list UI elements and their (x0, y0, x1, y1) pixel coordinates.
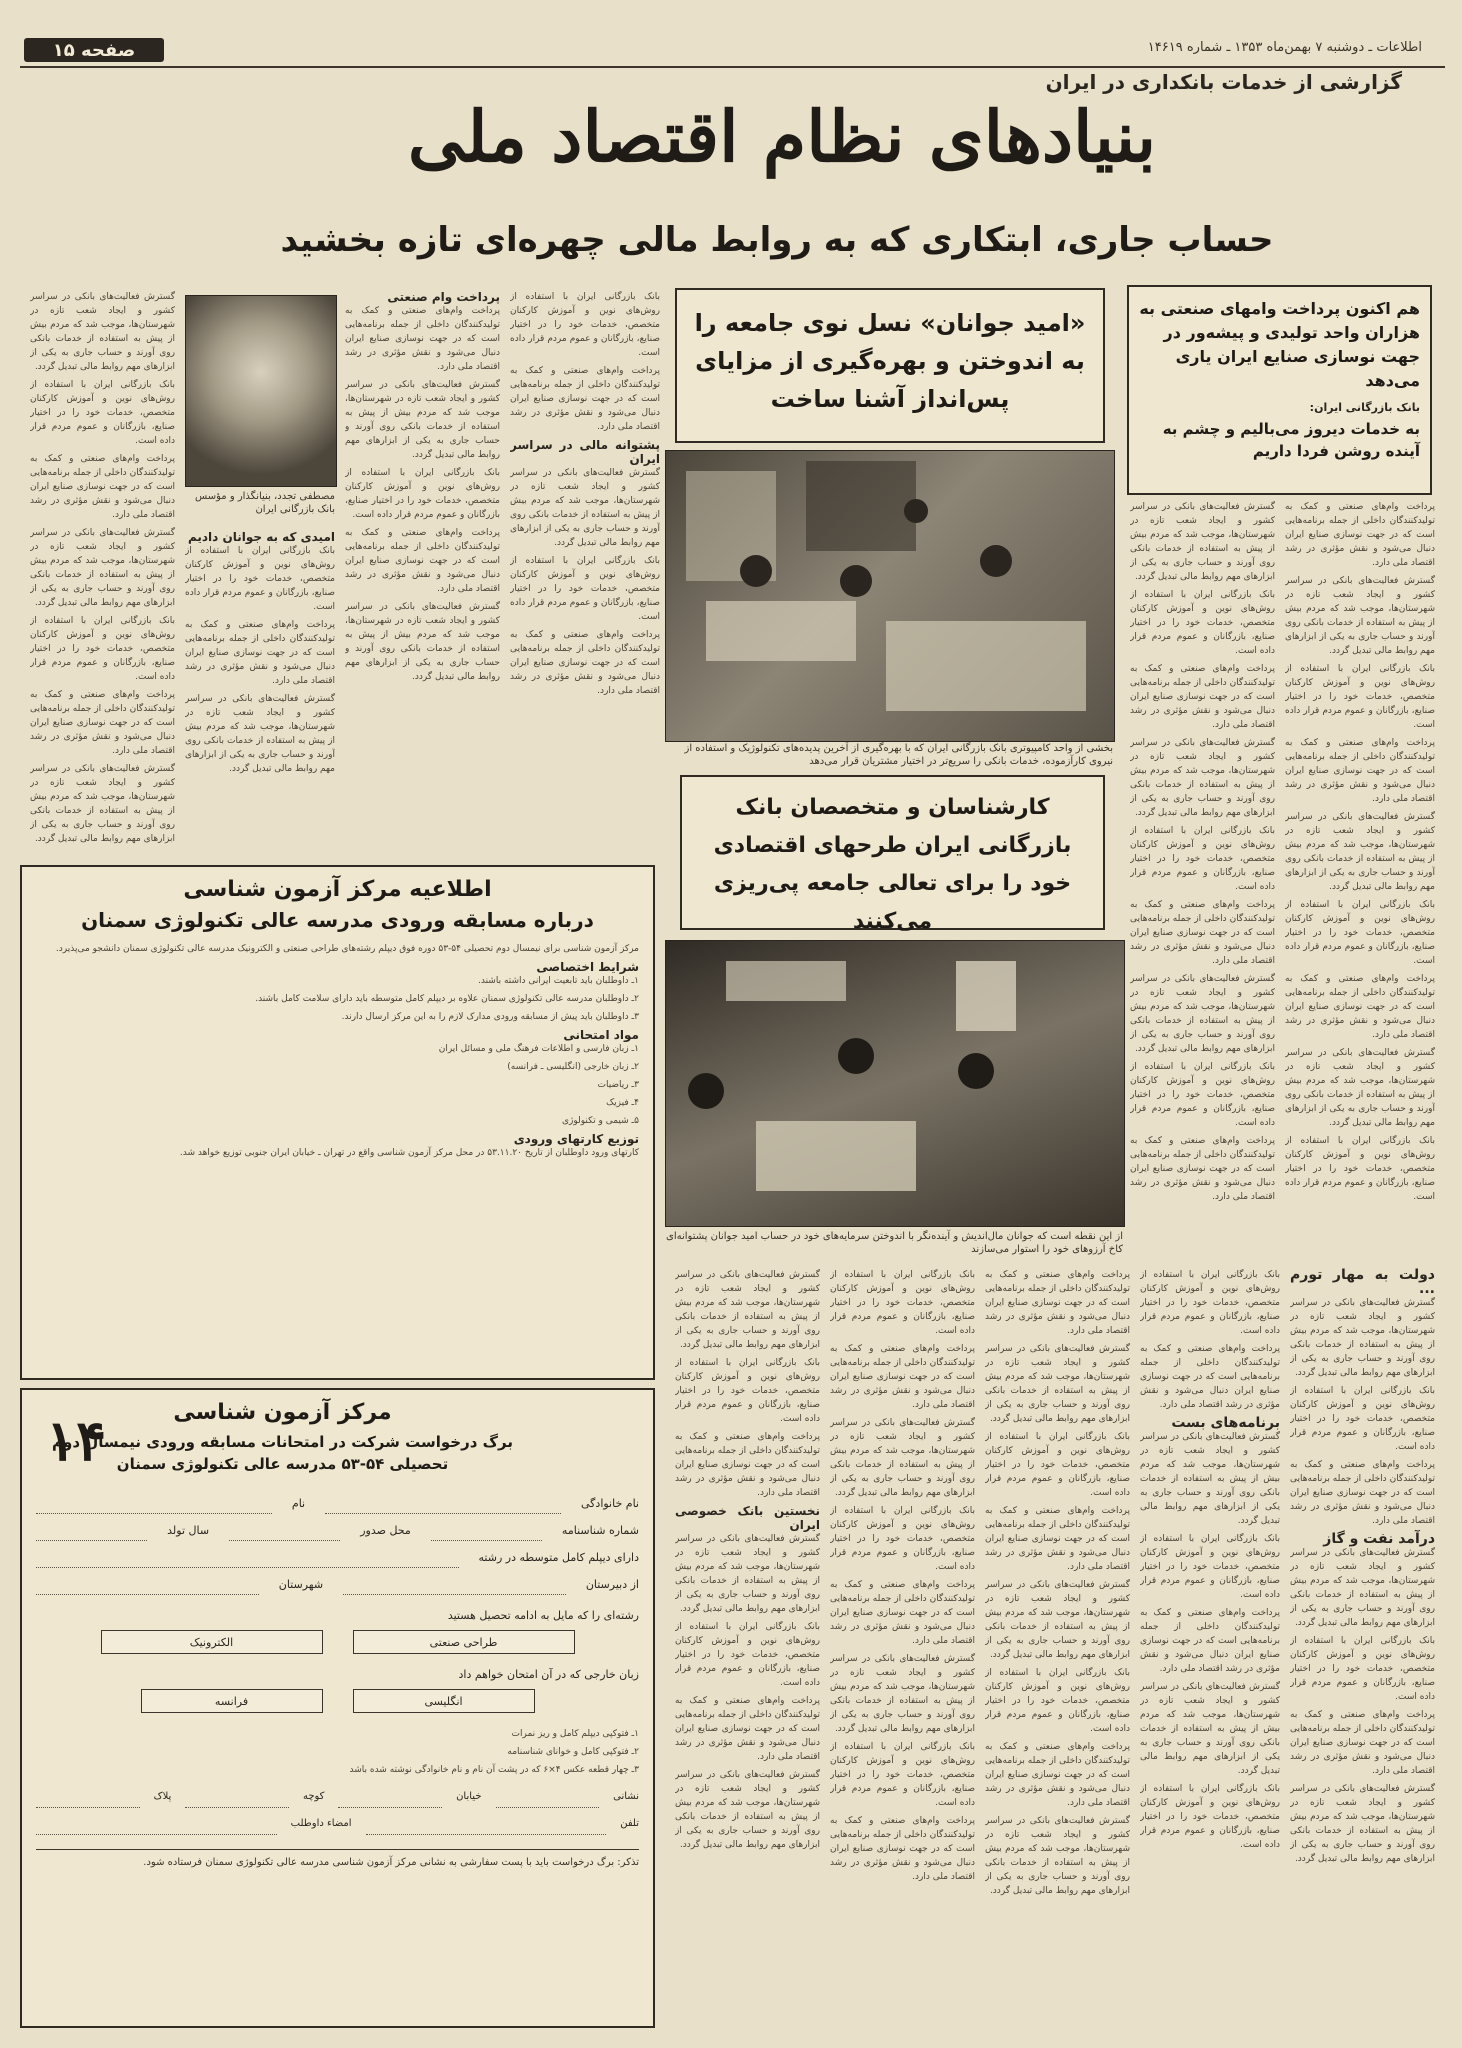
body-paragraph: گسترش فعالیت‌های بانکی در سراسر کشور و ایجاد شعب تازه در شهرستان‌ها، موجب شد که مردم بیش از پیش به استفاده از خدمات بانکی روی آورند و حساب جاری به یکی از ابزارهای مهم روابط مالی تبدیل گردد. (1140, 1432, 1280, 1526)
body-paragraph: پرداخت وام‌های صنعتی و کمک به تولیدکنندگان داخلی از جمله برنامه‌هایی است که در جهت نوسازی صنایع ایران دنبال می‌شود و نقش مؤثری در رشد اقتصاد ملی دارد. (1140, 1608, 1280, 1674)
article-column-budget (1290, 1268, 1435, 2028)
exam-notice-subject: ۳ـ ریاضیات (597, 1080, 639, 1090)
body-paragraph: گسترش فعالیت‌های بانکی در سراسر کشور و ایجاد شعب تازه در شهرستان‌ها، موجب شد که مردم بیش از پیش به استفاده از خدمات بانکی روی آورند و حساب جاری به یکی از ابزارهای مهم روابط مالی تبدیل گردد. (1130, 974, 1275, 1054)
phone-input[interactable] (366, 1818, 607, 1835)
body-paragraph: پرداخت وام‌های صنعتی و کمک به تولیدکنندگان داخلی از جمله برنامه‌هایی است که در جهت نوسازی صنایع ایران دنبال می‌شود و نقش مؤثری در رشد اقتصاد ملی دارد. (830, 1580, 975, 1646)
box-industrial-loans-title: هم اکنون پرداخت وامهای صنعتی به هزاران واحد تولیدی و پیشه‌ور در جهت نوسازی صنایع ایران یاری می‌دهد (1139, 299, 1420, 390)
street-label: خیابان (456, 1791, 482, 1802)
bank-counter-photo (665, 940, 1125, 1227)
form-attachment-line: ۱ـ فتوکپی دیپلم کامل و ریز نمرات (511, 1729, 639, 1739)
body-paragraph: گسترش فعالیت‌های بانکی در سراسر کشور و ایجاد شعب تازه در شهرستان‌ها، موجب شد که مردم بیش از پیش به استفاده از خدمات بانکی روی آورند و حساب جاری به یکی از ابزارهای مهم روابط مالی تبدیل گردد. (1290, 1784, 1435, 1864)
exam-notice-condition: ۲ـ داوطلبان مدرسه عالی تکنولوژی سمنان علاوه بر دیپلم کامل متوسطه باید دارای سلامت کامل باشند. (255, 994, 639, 1004)
body-paragraph: پرداخت وام‌های صنعتی و کمک به تولیدکنندگان داخلی از جمله برنامه‌هایی است که در جهت نوسازی صنایع ایران دنبال می‌شود و نقش مؤثری در رشد اقتصاد ملی دارد. (830, 1344, 975, 1410)
body-paragraph: گسترش فعالیت‌های بانکی در سراسر کشور و ایجاد شعب تازه در شهرستان‌ها، موجب شد که مردم بیش از پیش به استفاده از خدمات بانکی روی آورند و حساب جاری به یکی از ابزارهای مهم روابط مالی تبدیل گردد. (675, 1270, 820, 1350)
body-paragraph: بانک بازرگانی ایران با استفاده از روش‌های نوین و آموزش کارکنان متخصص، خدمات خود را در اختیار صنایع، بازرگانان و عموم مردم قرار داده است. (1290, 1386, 1435, 1452)
dateline: اطلاعات ـ دوشنبه ۷ بهمن‌ماه ۱۳۵۳ ـ شماره ۱۴۶۱۹ (1147, 40, 1422, 55)
body-paragraph: پرداخت وام‌های صنعتی و کمک به تولیدکنندگان داخلی از جمله برنامه‌هایی است که در جهت نوسازی صنایع ایران دنبال می‌شود و نقش مؤثری در رشد اقتصاد ملی دارد. (985, 1506, 1130, 1572)
exam-notice-intro: مرکز آزمون شناسی برای نیمسال دوم تحصیلی ۵۴-۵۳ دوره فوق دیپلم رشته‌های طراحی صنعتی و الکترونیک مدرسه عالی تکنولوژی سمنان دانشجو می‌پذیرد. (55, 944, 639, 954)
office-photo-caption: بخشی از واحد کامپیوتری بانک بازرگانی ایران که با بهره‌گیری از آخرین پدیده‌های تکنولوژیک و استفاده از نیروی کارآزموده، خدمات بانکی را سریع‌تر در اختیار مشتریان قرار می‌دهد (684, 743, 1113, 767)
exam-notice-title-1: اطلاعیه مرکز آزمون شناسی (183, 877, 492, 902)
body-paragraph: بانک بازرگانی ایران با استفاده از روش‌های نوین و آموزش کارکنان متخصص، خدمات خود را در اختیار صنایع، بازرگانان و عموم مردم قرار داده است. (1140, 1534, 1280, 1600)
body-paragraph: گسترش فعالیت‌های بانکی در سراسر کشور و ایجاد شعب تازه در شهرستان‌ها، موجب شد که مردم بیش از پیش به استفاده از خدمات بانکی روی آورند و حساب جاری به یکی از ابزارهای مهم روابط مالی تبدیل گردد. (985, 1816, 1130, 1896)
body-paragraph: گسترش فعالیت‌های بانکی در سراسر کشور و ایجاد شعب تازه در شهرستان‌ها، موجب شد که مردم بیش از پیش به استفاده از خدمات بانکی روی آورند و حساب جاری به یکی از ابزارهای مهم روابط مالی تبدیل گردد. (30, 764, 175, 844)
field-diploma-label: دارای دیپلم کامل متوسطه در رشته (478, 1551, 639, 1564)
body-paragraph: گسترش فعالیت‌های بانکی در سراسر کشور و ایجاد شعب تازه در شهرستان‌ها، موجب شد که مردم بیش از پیش به استفاده از خدمات بانکی روی آورند و حساب جاری به یکی از ابزارهای مهم روابط مالی تبدیل گردد. (30, 292, 175, 372)
field-last-name-input[interactable] (325, 1497, 561, 1514)
body-paragraph: گسترش فعالیت‌های بانکی در سراسر کشور و ایجاد شعب تازه در شهرستان‌ها، موجب شد که مردم بیش از پیش به استفاده از خدمات بانکی روی آورند و حساب جاری به یکی از ابزارهای مهم روابط مالی تبدیل گردد. (675, 1770, 820, 1850)
body-paragraph: گسترش فعالیت‌های بانکی در سراسر کشور و ایجاد شعب تازه در شهرستان‌ها، موجب شد که مردم بیش از پیش به استفاده از خدمات بانکی روی آورند و حساب جاری به یکی از ابزارهای مهم روابط مالی تبدیل گردد. (345, 380, 500, 460)
signature-input[interactable] (36, 1818, 277, 1835)
body-paragraph: گسترش فعالیت‌های بانکی در سراسر کشور و ایجاد شعب تازه در شهرستان‌ها، موجب شد که مردم بیش از پیش به استفاده از خدمات بانکی روی آورند و حساب جاری به یکی از ابزارهای مهم روابط مالی تبدیل گردد. (510, 468, 660, 548)
form-attachment-line: ۳ـ چهار قطعه عکس ۴×۶ که در پشت آن نام و نام خانوادگی نوشته شده باشد (349, 1765, 639, 1775)
option-industrial-design[interactable] (353, 1630, 575, 1654)
body-paragraph: پرداخت وام‌های صنعتی و کمک به تولیدکنندگان داخلی از جمله برنامه‌هایی است که در جهت نوسازی صنایع ایران دنبال می‌شود و نقش مؤثری در رشد اقتصاد ملی دارد. (985, 1742, 1130, 1808)
field-last-name-label: نام خانوادگی (581, 1497, 639, 1510)
exam-notice-distribution: کارتهای ورود داوطلبان از تاریخ ۵۳.۱۱.۲۰ در محل مرکز آزمون شناسی واقع در تهران ـ خیابان ایران جنوبی توزیع خواهد شد. (179, 1148, 639, 1158)
body-paragraph: گسترش فعالیت‌های بانکی در سراسر کشور و ایجاد شعب تازه در شهرستان‌ها، موجب شد که مردم بیش از پیش به استفاده از خدمات بانکی روی آورند و حساب جاری به یکی از ابزارهای مهم روابط مالی تبدیل گردد. (1290, 1548, 1435, 1628)
body-paragraph: بانک بازرگانی ایران با استفاده از روش‌های نوین و آموزش کارکنان متخصص، خدمات خود را در اختیار صنایع، بازرگانان و عموم مردم قرار داده است. (985, 1432, 1130, 1498)
body-paragraph: بانک بازرگانی ایران با استفاده از روش‌های نوین و آموزش کارکنان متخصص، خدمات خود را در اختیار صنایع، بازرگانان و عموم مردم قرار داده است. (185, 546, 335, 612)
field-place-input[interactable] (229, 1524, 340, 1541)
body-paragraph: پرداخت وام‌های صنعتی و کمک به تولیدکنندگان داخلی از جمله برنامه‌هایی است که در جهت نوسازی صنایع ایران دنبال می‌شود و نقش مؤثری در رشد اقتصاد ملی دارد. (30, 690, 175, 756)
field-major-label: رشته‌ای را که مایل به ادامه تحصیل هستید (447, 1609, 639, 1622)
body-paragraph: پرداخت وام‌های صنعتی و کمک به تولیدکنندگان داخلی از جمله برنامه‌هایی است که در جهت نوسازی صنایع ایران دنبال می‌شود و نقش مؤثری در رشد اقتصاد ملی دارد. (30, 454, 175, 520)
body-paragraph: پرداخت وام‌های صنعتی و کمک به تولیدکنندگان داخلی از جمله برنامه‌هایی است که در جهت نوسازی صنایع ایران دنبال می‌شود و نقش مؤثری در رشد اقتصاد ملی دارد. (345, 306, 500, 372)
exam-notice-condition: ۳ـ داوطلبان باید پیش از مسابقه ورودی مدارک لازم را به این مرکز ارسال دارند. (341, 1012, 639, 1022)
body-paragraph: پرداخت وام‌های صنعتی و کمک به تولیدکنندگان داخلی از جمله برنامه‌هایی است که در جهت نوسازی صنایع ایران دنبال می‌شود و نقش مؤثری در رشد اقتصاد ملی دارد. (985, 1270, 1130, 1336)
option-electronics[interactable] (101, 1630, 323, 1654)
body-paragraph: پرداخت وام‌های صنعتی و کمک به تولیدکنندگان داخلی از جمله برنامه‌هایی است که در جهت نوسازی صنایع ایران دنبال می‌شود و نقش مؤثری در رشد اقتصاد ملی دارد. (1285, 974, 1435, 1040)
exam-notice-subject: ۴ـ فیزیک (606, 1098, 639, 1108)
body-paragraph: پرداخت وام‌های صنعتی و کمک به تولیدکنندگان داخلی از جمله برنامه‌هایی است که در جهت نوسازی صنایع ایران دنبال می‌شود و نقش مؤثری در رشد اقتصاد ملی دارد. (1130, 1136, 1275, 1202)
body-paragraph: گسترش فعالیت‌های بانکی در سراسر کشور و ایجاد شعب تازه در شهرستان‌ها، موجب شد که مردم بیش از پیش به استفاده از خدمات بانکی روی آورند و حساب جاری به یکی از ابزارهای مهم روابط مالی تبدیل گردد. (30, 528, 175, 608)
body-paragraph: گسترش فعالیت‌های بانکی در سراسر کشور و ایجاد شعب تازه در شهرستان‌ها، موجب شد که مردم بیش از پیش به استفاده از خدمات بانکی روی آورند و حساب جاری به یکی از ابزارهای مهم روابط مالی تبدیل گردد. (1130, 502, 1275, 582)
body-paragraph: پرداخت وام‌های صنعتی و کمک به تولیدکنندگان داخلی از جمله برنامه‌هایی است که در جهت نوسازی صنایع ایران دنبال می‌شود و نقش مؤثری در رشد اقتصاد ملی دارد. (510, 630, 660, 696)
body-paragraph: بانک بازرگانی ایران با استفاده از روش‌های نوین و آموزش کارکنان متخصص، خدمات خود را در اختیار صنایع، بازرگانان و عموم مردم قرار داده است. (1290, 1636, 1435, 1702)
exam-notice (20, 865, 655, 1380)
body-paragraph: گسترش فعالیت‌های بانکی در سراسر کشور و ایجاد شعب تازه در شهرستان‌ها، موجب شد که مردم بیش از پیش به استفاده از خدمات بانکی روی آورند و حساب جاری به یکی از ابزارهای مهم روابط مالی تبدیل گردد. (185, 694, 335, 774)
form-note: تذکر: برگ درخواست باید با پست سفارشی به نشانی مرکز آزمون شناسی مدرسه عالی تکنولوژی سمنان فرستاده شود. (36, 1849, 639, 1869)
body-paragraph: پرداخت وام‌های صنعتی و کمک به تولیدکنندگان داخلی از جمله برنامه‌هایی است که در جهت نوسازی صنایع ایران دنبال می‌شود و نقش مؤثری در رشد اقتصاد ملی دارد. (185, 620, 335, 686)
body-paragraph: بانک بازرگانی ایران با استفاده از روش‌های نوین و آموزش کارکنان متخصص، خدمات خود را در اختیار صنایع، بازرگانان و عموم مردم قرار داده است. (830, 1270, 975, 1336)
article-column-bottom-3 (985, 1268, 1130, 2028)
section-heading-support: پشتوانه مالی در سراسر ایران (510, 438, 660, 466)
body-paragraph: گسترش فعالیت‌های بانکی در سراسر کشور و ایجاد شعب تازه در شهرستان‌ها، موجب شد که مردم بیش از پیش به استفاده از خدمات بانکی روی آورند و حساب جاری به یکی از ابزارهای مهم روابط مالی تبدیل گردد. (1290, 1298, 1435, 1378)
body-paragraph: بانک بازرگانی ایران با استفاده از روش‌های نوین و آموزش کارکنان متخصص، خدمات خود را در اختیار صنایع، بازرگانان و عموم مردم قرار داده است. (1130, 590, 1275, 656)
field-city-label: شهرستان (278, 1578, 324, 1591)
body-paragraph: پرداخت وام‌های صنعتی و کمک به تولیدکنندگان داخلی از جمله برنامه‌هایی است که در جهت نوسازی صنایع ایران دنبال می‌شود و نقش مؤثری در رشد اقتصاد ملی دارد. (675, 1696, 820, 1762)
field-birth-year-input[interactable] (36, 1524, 147, 1541)
body-paragraph: گسترش فعالیت‌های بانکی در سراسر کشور و ایجاد شعب تازه در شهرستان‌ها، موجب شد که مردم بیش از پیش به استفاده از خدمات بانکی روی آورند و حساب جاری به یکی از ابزارهای مهم روابط مالی تبدیل گردد. (985, 1344, 1130, 1424)
exam-notice-condition: ۱ـ داوطلبان باید تابعیت ایرانی داشته باشند. (478, 976, 639, 986)
body-paragraph: پرداخت وام‌های صنعتی و کمک به تولیدکنندگان داخلی از جمله برنامه‌هایی است که در جهت نوسازی صنایع ایران دنبال می‌شود و نقش مؤثری در رشد اقتصاد ملی دارد. (1130, 664, 1275, 730)
body-paragraph: بانک بازرگانی ایران با استفاده از روش‌های نوین و آموزش کارکنان متخصص، خدمات خود را در اختیار صنایع، بازرگانان و عموم مردم قرار داده است. (30, 616, 175, 682)
body-paragraph: گسترش فعالیت‌های بانکی در سراسر کشور و ایجاد شعب تازه در شهرستان‌ها، موجب شد که مردم بیش از پیش به استفاده از خدمات بانکی روی آورند و حساب جاری به یکی از ابزارهای مهم روابط مالی تبدیل گردد. (830, 1654, 975, 1734)
article-subheadline: حساب جاری، ابتکاری که به روابط مالی چهره‌ای تازه بخشید (280, 220, 1274, 260)
box-youth-savings (675, 288, 1105, 443)
field-first-name-label: نام (291, 1497, 306, 1510)
body-paragraph: پرداخت وام‌های صنعتی و کمک به تولیدکنندگان داخلی از جمله برنامه‌هایی است که در جهت نوسازی صنایع ایران دنبال می‌شود و نقش مؤثری در رشد اقتصاد ملی دارد. (675, 1432, 820, 1498)
exam-notice-distribution-title: توزیع کارتهای ورودی (513, 1132, 639, 1146)
body-paragraph: بانک بازرگانی ایران با استفاده از روش‌های نوین و آموزش کارکنان متخصص، خدمات خود را در اختیار صنایع، بازرگانان و عموم مردم قرار داده است. (1140, 1784, 1280, 1850)
body-paragraph: بانک بازرگانی ایران با استفاده از روش‌های نوین و آموزش کارکنان متخصص، خدمات خود را در اختیار صنایع، بازرگانان و عموم مردم قرار داده است. (675, 1622, 820, 1688)
exam-notice-subject: ۵ـ شیمی و تکنولوژی (562, 1116, 639, 1126)
section-heading-private: نخستین بانک خصوصی ایران (675, 1504, 820, 1532)
box-industrial-loans-attribution: بانک بازرگانی ایران: (1309, 401, 1420, 414)
alley-label: کوچه (302, 1791, 325, 1802)
section-heading-oil: درآمد نفت و گاز (1323, 1531, 1435, 1547)
article-column-right-1 (1285, 500, 1435, 1260)
body-paragraph: پرداخت وام‌های صنعتی و کمک به تولیدکنندگان داخلی از جمله برنامه‌هایی است که در جهت نوسازی صنایع ایران دنبال می‌شود و نقش مؤثری در رشد اقتصاد ملی دارد. (1130, 900, 1275, 966)
option-english-label: انگلیسی (424, 1694, 463, 1708)
street-input[interactable] (338, 1791, 442, 1808)
field-id-number-input[interactable] (431, 1524, 542, 1541)
founder-portrait-caption: مصطفی تجدد، بنیانگذار و مؤسس بانک بازرگانی ایران (194, 491, 335, 515)
section-heading-loans: پرداخت وام صنعتی (387, 290, 500, 304)
article-kicker: گزارشی از خدمات بانکداری در ایران (1045, 70, 1402, 94)
alley-input[interactable] (185, 1791, 289, 1808)
body-paragraph: بانک بازرگانی ایران با استفاده از روش‌های نوین و آموزش کارکنان متخصص، خدمات خود را در اختیار صنایع، بازرگانان و عموم مردم قرار داده است. (510, 556, 660, 622)
founder-portrait (185, 295, 337, 487)
body-paragraph: بانک بازرگانی ایران با استفاده از روش‌های نوین و آموزش کارکنان متخصص، خدمات خود را در اختیار صنایع، بازرگانان و عموم مردم قرار داده است. (1285, 900, 1435, 966)
application-form-title: برگ درخواست شرکت در امتحانات مسابقه ورودی نیمسال دوم تحصیلی ۵۴-۵۳ مدرسه عالی تکنولوژی سمنان (52, 1433, 513, 1473)
exam-notice-conditions-title: شرایط اختصاصی (536, 960, 639, 974)
signature-label: امضاء داوطلب (290, 1818, 352, 1829)
form-attachments (36, 1727, 639, 1781)
body-paragraph: پرداخت وام‌های صنعتی و کمک به تولیدکنندگان داخلی از جمله برنامه‌هایی است که در جهت نوسازی صنایع ایران دنبال می‌شود و نقش مؤثری در رشد اقتصاد ملی دارد. (1285, 738, 1435, 804)
exam-notice-subject: ۲ـ زبان خارجی (انگلیسی ـ فرانسه) (507, 1062, 639, 1072)
body-paragraph: پرداخت وام‌های صنعتی و کمک به تولیدکنندگان داخلی از جمله برنامه‌هایی است که در جهت نوسازی صنایع ایران دنبال می‌شود و نقش مؤثری در رشد اقتصاد ملی دارد. (1290, 1710, 1435, 1776)
body-paragraph: گسترش فعالیت‌های بانکی در سراسر کشور و ایجاد شعب تازه در شهرستان‌ها، موجب شد که مردم بیش از پیش به استفاده از خدمات بانکی روی آورند و حساب جاری به یکی از ابزارهای مهم روابط مالی تبدیل گردد. (1285, 576, 1435, 656)
number-label: پلاک (153, 1791, 172, 1802)
field-id-number-label: شماره شناسنامه (561, 1524, 639, 1537)
section-heading-program: برنامه‌های بست (1171, 1415, 1280, 1431)
article-column-bottom-4 (830, 1268, 975, 2028)
article-column-support (510, 290, 660, 845)
exam-notice-title-2: درباره مسابقه ورودی مدرسه عالی تکنولوژی سمنان (81, 908, 594, 932)
article-headline: بنیادهای نظام اقتصاد ملی (407, 95, 1157, 178)
body-paragraph: بانک بازرگانی ایران با استفاده از روش‌های نوین و آموزش کارکنان متخصص، خدمات خود را در اختیار صنایع، بازرگانان و عموم مردم قرار داده است. (1130, 1062, 1275, 1128)
body-paragraph: گسترش فعالیت‌های بانکی در سراسر کشور و ایجاد شعب تازه در شهرستان‌ها، موجب شد که مردم بیش از پیش به استفاده از خدمات بانکی روی آورند و حساب جاری به یکی از ابزارهای مهم روابط مالی تبدیل گردد. (1285, 812, 1435, 892)
body-paragraph: پرداخت وام‌های صنعتی و کمک به تولیدکنندگان داخلی از جمله برنامه‌هایی است که در جهت نوسازی صنایع ایران دنبال می‌شود و نقش مؤثری در رشد اقتصاد ملی دارد. (510, 366, 660, 432)
application-form (20, 1388, 655, 2028)
article-column-private (675, 1268, 820, 2028)
body-paragraph: پرداخت وام‌های صنعتی و کمک به تولیدکنندگان داخلی از جمله برنامه‌هایی است که در جهت نوسازی صنایع ایران دنبال می‌شود و نقش مؤثری در رشد اقتصاد ملی دارد. (830, 1816, 975, 1882)
body-paragraph: بانک بازرگانی ایران با استفاده از روش‌های نوین و آموزش کارکنان متخصص، خدمات خود را در اختیار صنایع، بازرگانان و عموم مردم قرار داده است. (1130, 826, 1275, 892)
article-column-program (1140, 1268, 1280, 2028)
section-heading-budget: دولت به مهار تورم ... (1290, 1268, 1435, 1297)
body-paragraph: پرداخت وام‌های صنعتی و کمک به تولیدکنندگان داخلی از جمله برنامه‌هایی است که در جهت نوسازی صنایع ایران دنبال می‌شود و نقش مؤثری در رشد اقتصاد ملی دارد. (1140, 1344, 1280, 1410)
option-industrial-design-label: طراحی صنعتی (429, 1635, 498, 1649)
field-birth-year-label: سال تولد (167, 1524, 210, 1537)
application-form-number: ۱۴ (46, 1408, 107, 1474)
body-paragraph: بانک بازرگانی ایران با استفاده از روش‌های نوین و آموزش کارکنان متخصص، خدمات خود را در اختیار صنایع، بازرگانان و عموم مردم قرار داده است. (830, 1742, 975, 1808)
field-language-label: زبان خارجی که در آن امتحان خواهم داد (458, 1668, 639, 1681)
application-form-org: مرکز آزمون شناسی (173, 1400, 392, 1425)
option-electronics-label: الکترونیک (189, 1635, 234, 1649)
article-column-youth (185, 530, 335, 845)
box-youth-savings-title: «امید جوانان» نسل نوی جامعه را به اندوختن و بهره‌گیری از مزایای پس‌انداز آشنا ساخت (694, 309, 1086, 413)
address-label: نشانی (613, 1791, 639, 1802)
field-city-input[interactable] (36, 1578, 259, 1595)
body-paragraph: بانک بازرگانی ایران با استفاده از روش‌های نوین و آموزش کارکنان متخصص، خدمات خود را در اختیار صنایع، بازرگانان و عموم مردم قرار داده است. (30, 380, 175, 446)
phone-label: تلفن (620, 1818, 639, 1829)
page-number-badge: صفحه ۱۵ (24, 38, 164, 62)
number-input[interactable] (36, 1791, 140, 1808)
exam-notice-subject: ۱ـ زبان فارسی و اطلاعات فرهنگ ملی و مسائل ایران (438, 1044, 639, 1054)
field-diploma-input[interactable] (36, 1551, 459, 1568)
option-french-label: فرانسه (214, 1694, 249, 1708)
body-paragraph: گسترش فعالیت‌های بانکی در سراسر کشور و ایجاد شعب تازه در شهرستان‌ها، موجب شد که مردم بیش از پیش به استفاده از خدمات بانکی روی آورند و حساب جاری به یکی از ابزارهای مهم روابط مالی تبدیل گردد. (830, 1418, 975, 1498)
option-french[interactable] (141, 1689, 323, 1713)
box-experts-title: کارشناسان و متخصصان بانک بازرگانی ایران طرحهای اقتصادی خود را برای تعالی جامعه پی‌ریزی می‌کنند (713, 795, 1072, 934)
form-fields (36, 1497, 639, 1869)
spacer (665, 1268, 670, 1273)
form-attachment-line: ۲ـ فتوکپی کامل و خوانای شناسنامه (507, 1747, 639, 1757)
body-paragraph: پرداخت وام‌های صنعتی و کمک به تولیدکنندگان داخلی از جمله برنامه‌هایی است که در جهت نوسازی صنایع ایران دنبال می‌شود و نقش مؤثری در رشد اقتصاد ملی دارد. (345, 528, 500, 594)
body-paragraph: بانک بازرگانی ایران با استفاده از روش‌های نوین و آموزش کارکنان متخصص، خدمات خود را در اختیار صنایع، بازرگانان و عموم مردم قرار داده است. (510, 292, 660, 358)
exam-notice-subjects-title: مواد امتحانی (563, 1028, 639, 1042)
body-paragraph: بانک بازرگانی ایران با استفاده از روش‌های نوین و آموزش کارکنان متخصص، خدمات خود را در اختیار صنایع، بازرگانان و عموم مردم قرار داده است. (830, 1506, 975, 1572)
body-paragraph: گسترش فعالیت‌های بانکی در سراسر کشور و ایجاد شعب تازه در شهرستان‌ها، موجب شد که مردم بیش از پیش به استفاده از خدمات بانکی روی آورند و حساب جاری به یکی از ابزارهای مهم روابط مالی تبدیل گردد. (675, 1534, 820, 1614)
article-column-loans (345, 290, 500, 845)
section-heading-youth: امیدی که به جوانان دادیم (187, 530, 335, 544)
body-paragraph: بانک بازرگانی ایران با استفاده از روش‌های نوین و آموزش کارکنان متخصص، خدمات خود را در اختیار صنایع، بازرگانان و عموم مردم قرار داده است. (1285, 664, 1435, 730)
body-paragraph: پرداخت وام‌های صنعتی و کمک به تولیدکنندگان داخلی از جمله برنامه‌هایی است که در جهت نوسازی صنایع ایران دنبال می‌شود و نقش مؤثری در رشد اقتصاد ملی دارد. (1285, 502, 1435, 568)
counter-photo-drawing (666, 941, 1124, 1226)
field-school-input[interactable] (343, 1578, 566, 1595)
body-paragraph: بانک بازرگانی ایران با استفاده از روش‌های نوین و آموزش کارکنان متخصص، خدمات خود را در اختیار صنایع، بازرگانان و عموم مردم قرار داده است. (985, 1668, 1130, 1734)
body-paragraph: گسترش فعالیت‌های بانکی در سراسر کشور و ایجاد شعب تازه در شهرستان‌ها، موجب شد که مردم بیش از پیش به استفاده از خدمات بانکی روی آورند و حساب جاری به یکی از ابزارهای مهم روابط مالی تبدیل گردد. (1140, 1682, 1280, 1776)
article-column-right-2 (1130, 500, 1275, 1260)
office-photo-drawing (666, 451, 1114, 741)
body-paragraph: بانک بازرگانی ایران با استفاده از روش‌های نوین و آموزش کارکنان متخصص، خدمات خود را در اختیار صنایع، بازرگانان و عموم مردم قرار داده است. (345, 468, 500, 520)
body-paragraph: گسترش فعالیت‌های بانکی در سراسر کشور و ایجاد شعب تازه در شهرستان‌ها، موجب شد که مردم بیش از پیش به استفاده از خدمات بانکی روی آورند و حساب جاری به یکی از ابزارهای مهم روابط مالی تبدیل گردد. (985, 1580, 1130, 1660)
body-paragraph: گسترش فعالیت‌های بانکی در سراسر کشور و ایجاد شعب تازه در شهرستان‌ها، موجب شد که مردم بیش از پیش به استفاده از خدمات بانکی روی آورند و حساب جاری به یکی از ابزارهای مهم روابط مالی تبدیل گردد. (1130, 738, 1275, 818)
address-input[interactable] (496, 1791, 600, 1808)
body-paragraph: بانک بازرگانی ایران با استفاده از روش‌های نوین و آموزش کارکنان متخصص، خدمات خود را در اختیار صنایع، بازرگانان و عموم مردم قرار داده است. (1285, 1136, 1435, 1202)
body-paragraph: بانک بازرگانی ایران با استفاده از روش‌های نوین و آموزش کارکنان متخصص، خدمات خود را در اختیار صنایع، بازرگانان و عموم مردم قرار داده است. (675, 1358, 820, 1424)
box-experts (680, 775, 1105, 934)
box-industrial-loans-quote: به خدمات دیروز می‌بالیم و چشم به آینده روشن فردا داریم (1162, 420, 1420, 460)
article-column-left (30, 290, 175, 845)
box-industrial-loans (1127, 285, 1432, 495)
body-paragraph: بانک بازرگانی ایران با استفاده از روش‌های نوین و آموزش کارکنان متخصص، خدمات خود را در اختیار صنایع، بازرگانان و عموم مردم قرار داده است. (1140, 1270, 1280, 1336)
option-english[interactable] (353, 1689, 535, 1713)
counter-photo-caption: از این نقطه است که جوانان مال‌اندیش و آینده‌نگر با اندوختن سرمایه‌های خود در حساب امید جوانان پشتوانه‌ای کاخ آرزوهای خود را استوار می‌سازند (666, 1231, 1123, 1255)
exam-notice-body (36, 942, 639, 1164)
field-school-label: از دبیرستان (585, 1578, 639, 1591)
body-paragraph: گسترش فعالیت‌های بانکی در سراسر کشور و ایجاد شعب تازه در شهرستان‌ها، موجب شد که مردم بیش از پیش به استفاده از خدمات بانکی روی آورند و حساب جاری به یکی از ابزارهای مهم روابط مالی تبدیل گردد. (1285, 1048, 1435, 1128)
body-paragraph: گسترش فعالیت‌های بانکی در سراسر کشور و ایجاد شعب تازه در شهرستان‌ها، موجب شد که مردم بیش از پیش به استفاده از خدمات بانکی روی آورند و حساب جاری به یکی از ابزارهای مهم روابط مالی تبدیل گردد. (345, 602, 500, 682)
field-place-label: محل صدور (360, 1524, 411, 1537)
office-computer-photo (665, 450, 1115, 742)
field-first-name-input[interactable] (36, 1497, 272, 1514)
body-paragraph: پرداخت وام‌های صنعتی و کمک به تولیدکنندگان داخلی از جمله برنامه‌هایی است که در جهت نوسازی صنایع ایران دنبال می‌شود و نقش مؤثری در رشد اقتصاد ملی دارد. (1290, 1460, 1435, 1526)
